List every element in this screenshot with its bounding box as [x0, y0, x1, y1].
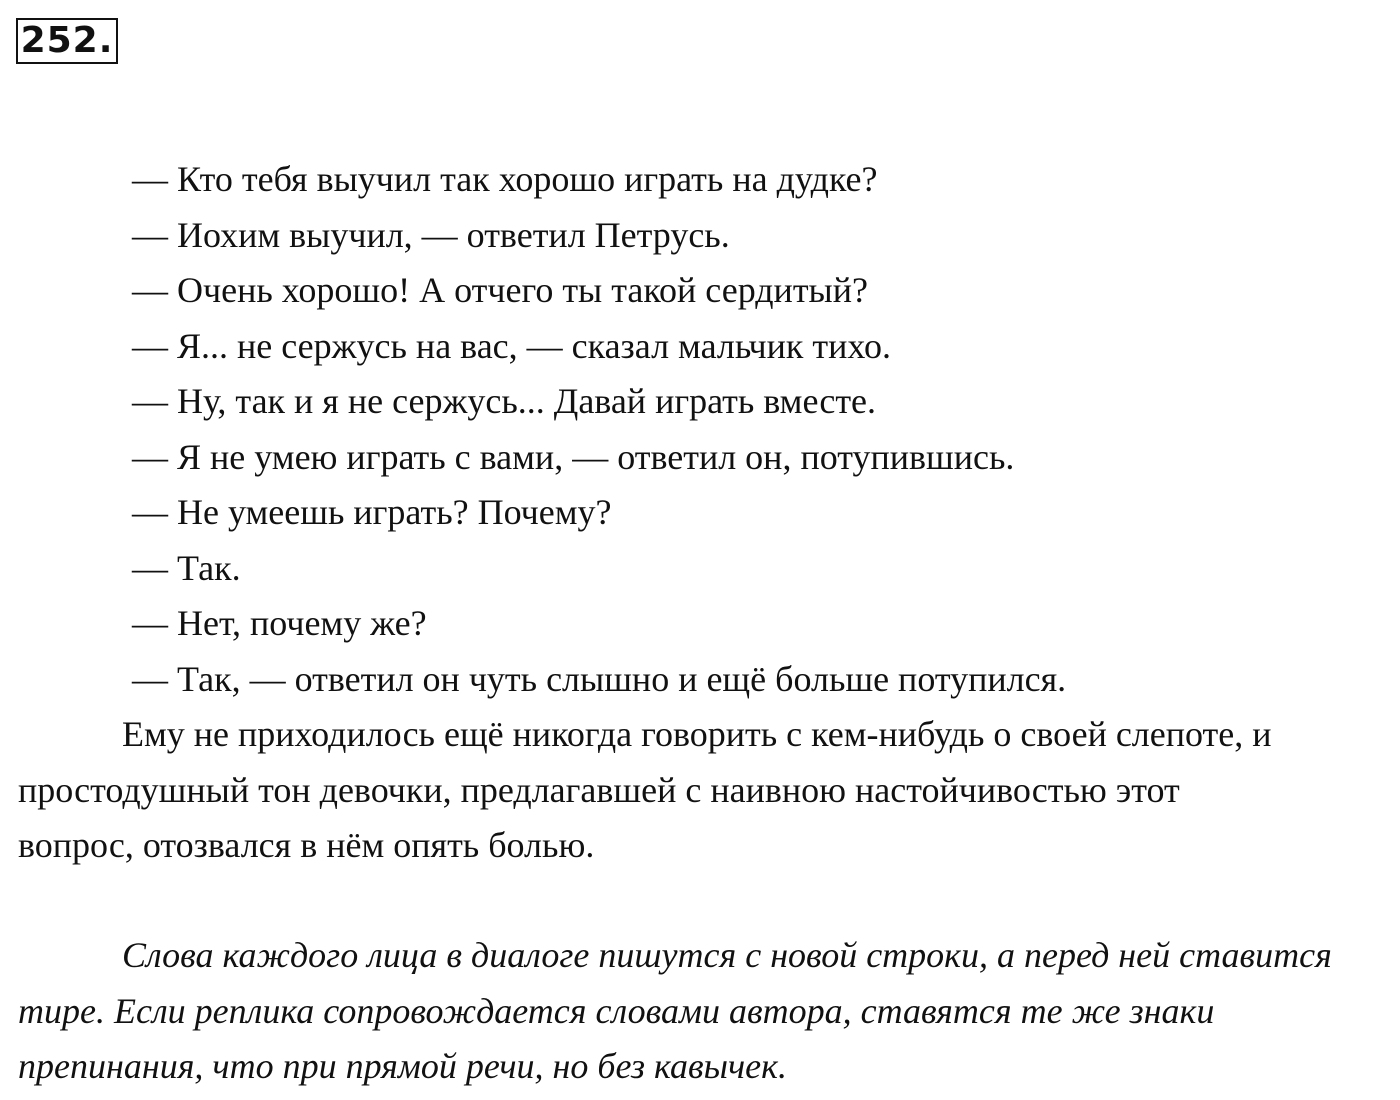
dialogue-line: — Я не умею играть с вами, — ответил он, потупившись.	[132, 436, 1015, 477]
dialogue-line: — Нет, почему же?	[132, 603, 427, 643]
dialogue-line: — Ну, так и я не сержусь... Давай играть вместе.	[132, 381, 877, 421]
dialogue-line: — Очень хорошо! А отчего ты такой сердитый?	[132, 270, 868, 310]
dialogue-line: — Иохим выучил, — ответил Петрусь.	[132, 214, 730, 255]
narrative-paragraph: Ему не приходилось ещё никогда говорить с кем-нибудь о своей слепоте, и простодушный тон девочки, предлагавшей с наивною настойчивостью этот вопрос, отозвался в нём опять болью.	[18, 714, 1272, 865]
dialogue-line: — Так, — ответил он чуть слышно и ещё больше потупился.	[132, 658, 1067, 699]
exercise-number: 252.	[16, 18, 118, 64]
dialogue-line: — Так.	[132, 547, 241, 588]
dialogue	[132, 152, 1066, 707]
dialogue-line: — Кто тебя выучил так хорошо играть на дудке?	[132, 159, 878, 199]
dialogue-line: — Не умеешь играть? Почему?	[132, 492, 612, 532]
dialogue-line: — Я... не сержусь на вас, — сказал мальчик тихо.	[132, 325, 891, 366]
rule-note: Слова каждого лица в диалоге пишутся с новой строки, а перед ней ставится тире. Если реплика сопровождается словами автора, ставятся те же знаки препинания, что при прямой речи, но без кавычек.	[18, 935, 1332, 1086]
